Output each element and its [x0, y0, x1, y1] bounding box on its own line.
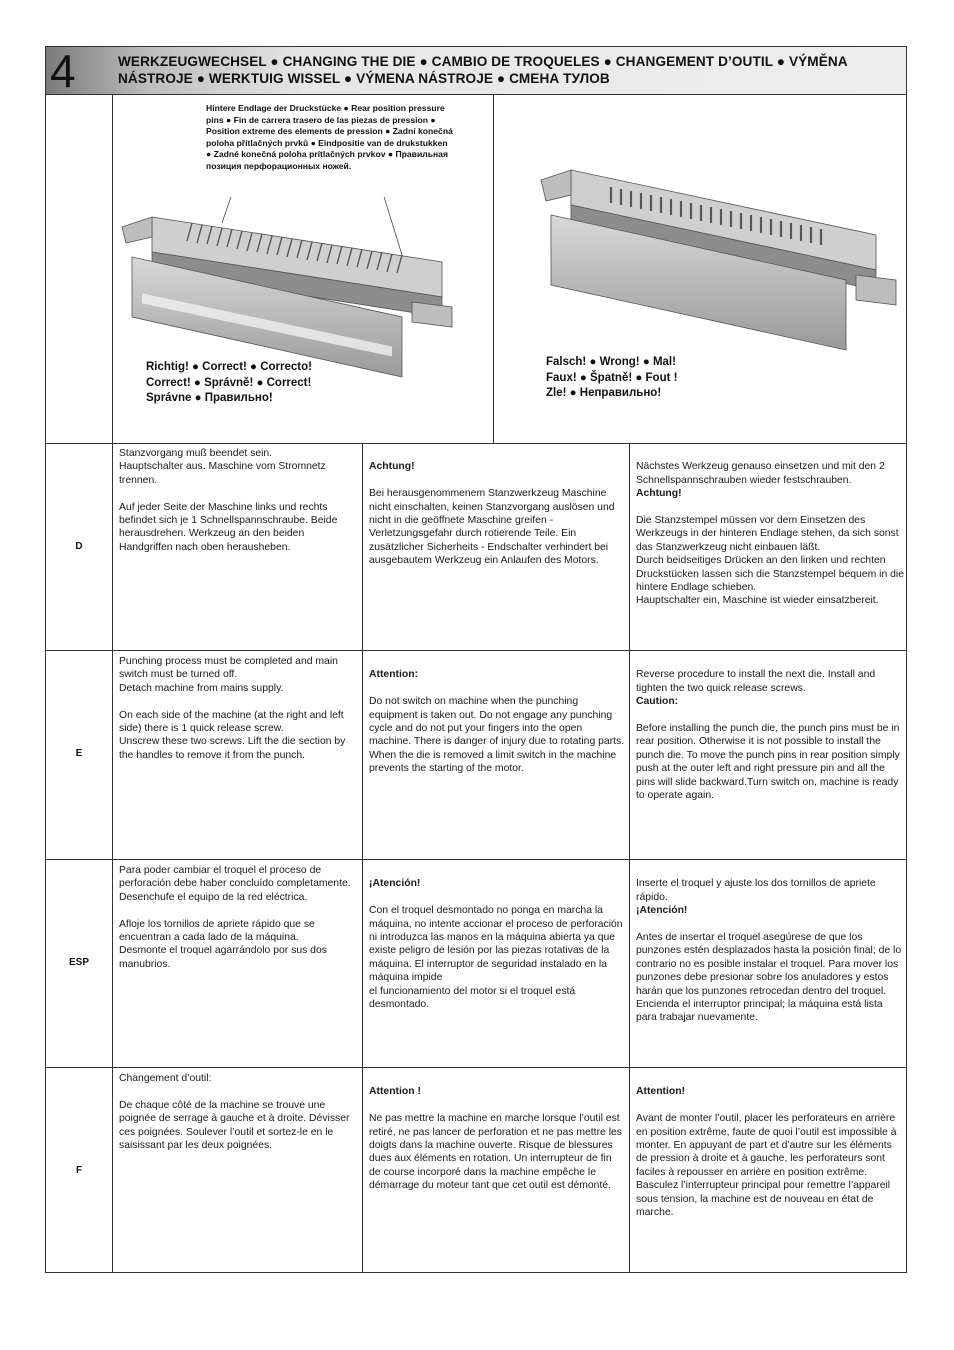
row-f-step3: [636, 1072, 904, 1219]
row-f-step1: Changement d’outil: De chaque côté de la machine se trouve une poignée de serrage à gauche et à droite. Dévisser ces poignées. Soulever l’outil et sortez-le en le saisissant par les deux poignées.: [119, 1073, 350, 1152]
row-e-step2: [369, 655, 625, 776]
punch-die-wrong-illustration: [516, 165, 901, 365]
row-esp-step2: [369, 864, 625, 1011]
language-label-d: D: [75, 541, 83, 552]
warning-text: Antes de insertar el troquel asegúrese de que los punzones estén desplazados hasta la posición final; de lo contrario no es posible instalar el troquel. Para mover los punzones debe presionar sobre los anuladores y estos harán que los punzones retrocedan dentro del troquel. Encienda el interruptor principal; la máquina está lista para trabajar nuevamente.: [636, 932, 902, 1024]
section-header: [46, 47, 906, 95]
correct-caption-line: Správne ● Правильно!: [146, 392, 273, 404]
warning-heading: Attention!: [636, 1086, 686, 1098]
pressure-pins-callout: Hintere Endlage der Druckstücke ● Rear position pressure pins ● Fin de carrera trasero de las piezas de pression ● Position extreme des elements de pression ● Zadní konečná poloha přítlačných prvků ● Eindpositie van de drukstukken ● Zadné konečná poloha prítlačných prvkov ● Правильная позиция перфорационных ножей.: [206, 103, 453, 171]
wrong-caption-line: Falsch! ● Wrong! ● Mal!: [546, 356, 676, 368]
row-f-step2: [369, 1072, 625, 1193]
warning-text: Die Stanzstempel müssen vor dem Einsetzen des Werkzeugs in der hinteren Endlage stehen, da sich sonst das Stanzwerkzeug nicht einbauen läßt. Durch beidseitiges Drücken an den linken und rechten Druckstücken lassen sich die Stanzstempel bequem in die hintere Endlage schieben. Hauptschalter ein, Maschine ist wieder einsatzbereit.: [636, 515, 904, 607]
section-title: WERKZEUGWECHSEL ● CHANGING THE DIE ● CAMBIO DE TROQUELES ● CHANGEMENT D’OUTIL ● VÝMĚNA NÁSTROJE ● WERKTUIG WISSEL ● VÝMENA NÁSTROJE ● СМЕНА ТУЛОВ: [118, 54, 848, 86]
warning-heading: Attention:: [369, 669, 419, 681]
row-e-step3: [636, 655, 904, 802]
wrong-caption: [546, 355, 677, 402]
language-label-esp: ESP: [68, 957, 89, 968]
step-text: Reverse procedure to install the next die. Install and tighten the two quick release screws.: [636, 669, 876, 694]
correct-caption-line: Richtig! ● Correct! ● Correcto!: [146, 361, 312, 373]
row-e-step1: Punching process must be completed and main switch must be turned off. Detach machine from mains supply. On each side of the machine (at the right and left side) there is 1 quick release screw. Unscrew these two screws. Lift the die section by the handles to remove it from the punch.: [119, 656, 346, 761]
instruction-table: [45, 46, 907, 1273]
language-label-f: F: [75, 1165, 83, 1176]
warning-heading: ¡Atención!: [369, 878, 421, 890]
grid-line: [46, 650, 906, 651]
grid-line: [46, 443, 906, 444]
warning-heading: ¡Atención!: [636, 905, 688, 917]
step-text: Inserte el troquel y ajuste los dos tornillos de apriete rápido.: [636, 878, 876, 903]
wrong-caption-line: Faux! ● Špatně! ● Fout !: [546, 371, 678, 384]
row-d-step3: [636, 447, 904, 608]
warning-heading: Attention !: [369, 1086, 421, 1098]
warning-text: Con el troquel desmontado no ponga en marcha la máquina, no intente accionar el proceso de perforación ni introduzca las manos en la máquina abierta ya que existe peligro de lesión por las piezas rotativas de la máquina. El interruptor de seguridad instalado en la máquina impide el funcionamiento del motor si el troquel está desmontado.: [369, 905, 623, 1011]
grid-line: [362, 443, 363, 1273]
warning-text: Do not switch on machine when the punching equipment is taken out. Do not engage any punching cycle and do not put your fingers into the open machine. There is danger of injury due to rotating parts. When the die is removed a limit switch in the machine prevents the starting of the motor.: [369, 696, 625, 775]
section-number: 4: [50, 45, 76, 97]
warning-heading: Achtung!: [369, 461, 415, 473]
warning-text: Ne pas mettre la machine en marche lorsque l’outil est retiré, ne pas lancer de perforation et ne pas mettre les doigts dans la machine ouverte. Risque de blessures dues aux éléments en rotation. Un interrupteur de fin de course incorporé dans la machine empêche le démarrage du moteur tant que cet outil est démonté.: [369, 1113, 622, 1192]
correct-caption-line: Correct! ● Správně! ● Correct!: [146, 376, 312, 389]
grid-line: [629, 443, 630, 1273]
warning-heading: Achtung!: [636, 488, 682, 500]
row-d-step2: [369, 447, 625, 568]
grid-line: [46, 1067, 906, 1068]
correct-caption: [146, 360, 312, 407]
warning-text: Avant de monter l’outil, placer les perforateurs en arrière en position extrême, faute de quoi l’outil est impossible à monter. En appuyant de part et d’autre sur les éléments de pression à droite et à gauche, les perforateurs sont faciles à repousser en arrière en position extrême. Basculez l’interrupteur principal pour remettre l’appareil sous tension, la machine est de nouveau en état de marche.: [636, 1113, 897, 1219]
step-text: Nächstes Werkzeug genauso einsetzen und mit den 2 Schnellspannschrauben wieder festschrauben.: [636, 461, 885, 486]
grid-line: [493, 95, 494, 443]
row-esp-step3: [636, 864, 904, 1025]
warning-heading: Caution:: [636, 696, 679, 708]
wrong-caption-line: Zle! ● Неправильно!: [546, 387, 662, 399]
grid-line: [46, 859, 906, 860]
language-label-e: E: [75, 748, 83, 759]
warning-text: Before installing the punch die, the punch pins must be in rear position. Otherwise it is not possible to install the punch die. To move the punch pins in rear position simply push at the outer left and right pressure pin and all the pins will slide backward.Turn switch on, machine is ready to operate again.: [636, 723, 900, 802]
row-d-step1: Stanzvorgang muß beendet sein. Hauptschalter aus. Maschine vom Stromnetz trennen. Auf jeder Seite der Maschine links und rechts befindet sich je 1 Schnellspannschraube. Beide herausdrehen. Werkzeug an den beiden Handgriffen nach oben herausheben.: [119, 448, 338, 553]
row-esp-step1: Para poder cambiar el troquel el proceso de perforación debe haber concluído completamente. Desenchufe el equipo de la red eléctrica. Afloje los tornillos de apriete rápido que se encuentran a cada lado de la máquina. Desmonte el troquel agarrándolo por sus dos manubrios.: [119, 865, 351, 970]
warning-text: Bei herausgenommenem Stanzwerkzeug Maschine nicht einschalten, keinen Stanzvorgang auslösen und nicht in die geöffnete Maschine greifen - Verletzungsgefahr durch rotierende Teile. Ein zusätzlicher Sicherheits - Endschalter verhindert bei ausgebautem Werkzeug ein Anlaufen des Motors.: [369, 488, 615, 567]
